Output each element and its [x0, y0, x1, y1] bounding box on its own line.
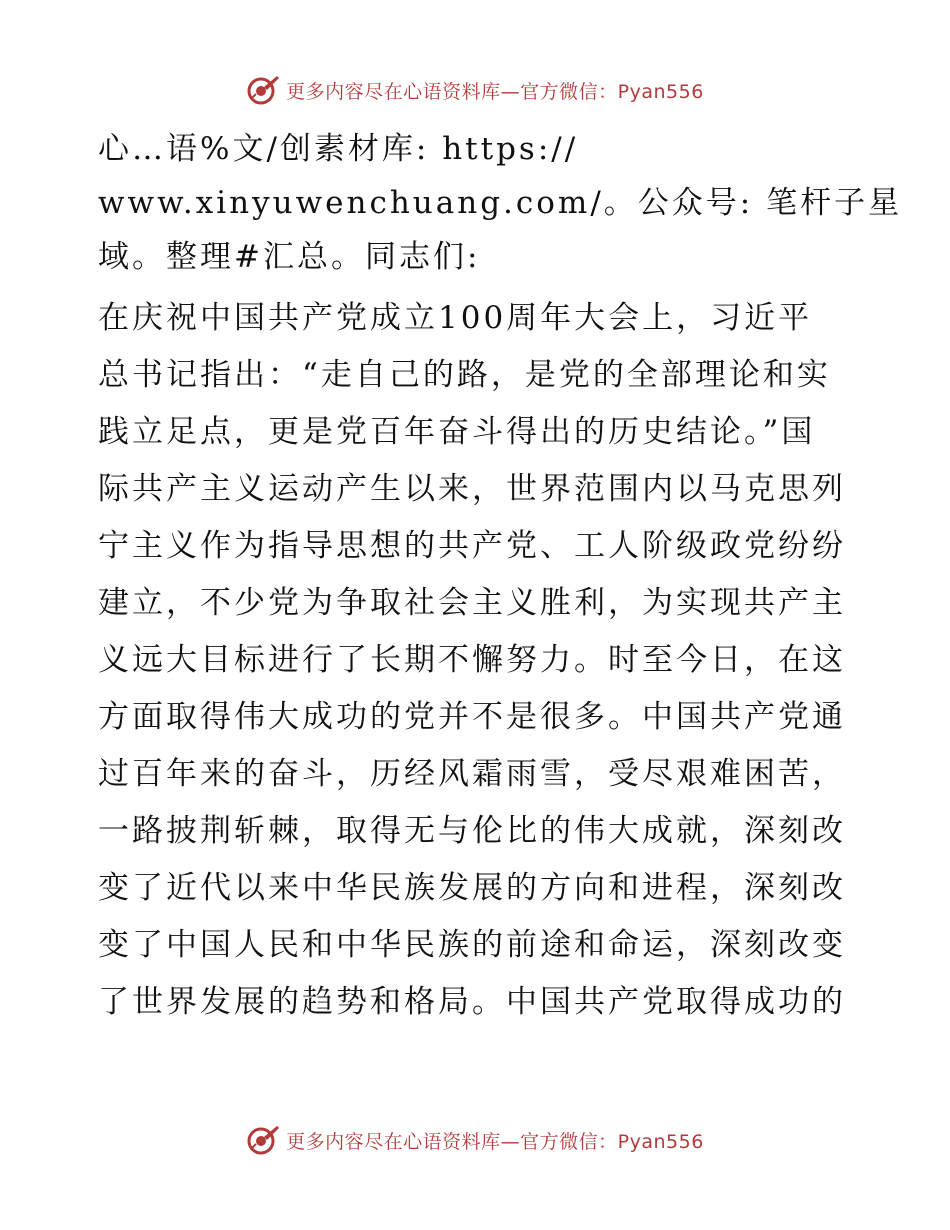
text-line: 在庆祝中国共产党成立100周年大会上，习近平	[98, 300, 813, 336]
text-line: 总书记指出：“走自己的路，是党的全部理论和实	[98, 357, 831, 393]
header-banner	[0, 70, 950, 110]
text-line: 义远大目标进行了长期不懈努力。时至今日，在这	[98, 642, 846, 678]
text-line: 变了中国人民和中华民族的前途和命运，深刻改变	[98, 927, 846, 963]
pen-logo-icon	[246, 73, 280, 107]
footer-banner	[0, 1120, 950, 1160]
header-banner-text: 更多内容尽在心语资料库—官方微信：Pyan556	[286, 80, 704, 103]
text-line: www.xinyuwenchuang.com/。公众号: 笔杆子星	[98, 185, 903, 221]
pen-logo-icon	[246, 1123, 280, 1157]
text-line: 际共产主义运动产生以来，世界范围内以马克思列	[98, 471, 846, 507]
text-line: 过百年来的奋斗，历经风霜雨雪，受尽艰难困苦，	[98, 756, 846, 792]
text-line: 心…语%文/创素材库: https://	[98, 131, 579, 167]
intro-paragraph	[98, 122, 903, 284]
text-line: 践立足点，更是党百年奋斗得出的历史结论。”国	[98, 414, 816, 450]
text-line: 宁主义作为指导思想的共产党、工人阶级政党纷纷	[98, 528, 846, 564]
footer-banner-text: 更多内容尽在心语资料库—官方微信：Pyan556	[286, 1130, 704, 1153]
main-paragraph	[98, 290, 858, 1031]
text-line: 变了近代以来中华民族发展的方向和进程，深刻改	[98, 870, 846, 906]
text-line: 一路披荆斩棘，取得无与伦比的伟大成就，深刻改	[98, 813, 846, 849]
text-line: 方面取得伟大成功的党并不是很多。中国共产党通	[98, 699, 846, 735]
text-line: 了世界发展的趋势和格局。中国共产党取得成功的	[98, 984, 846, 1020]
text-line: 域。整理#汇总。同志们:	[98, 239, 481, 275]
document-body	[98, 122, 903, 1031]
text-line: 建立，不少党为争取社会主义胜利，为实现共产主	[98, 585, 846, 621]
